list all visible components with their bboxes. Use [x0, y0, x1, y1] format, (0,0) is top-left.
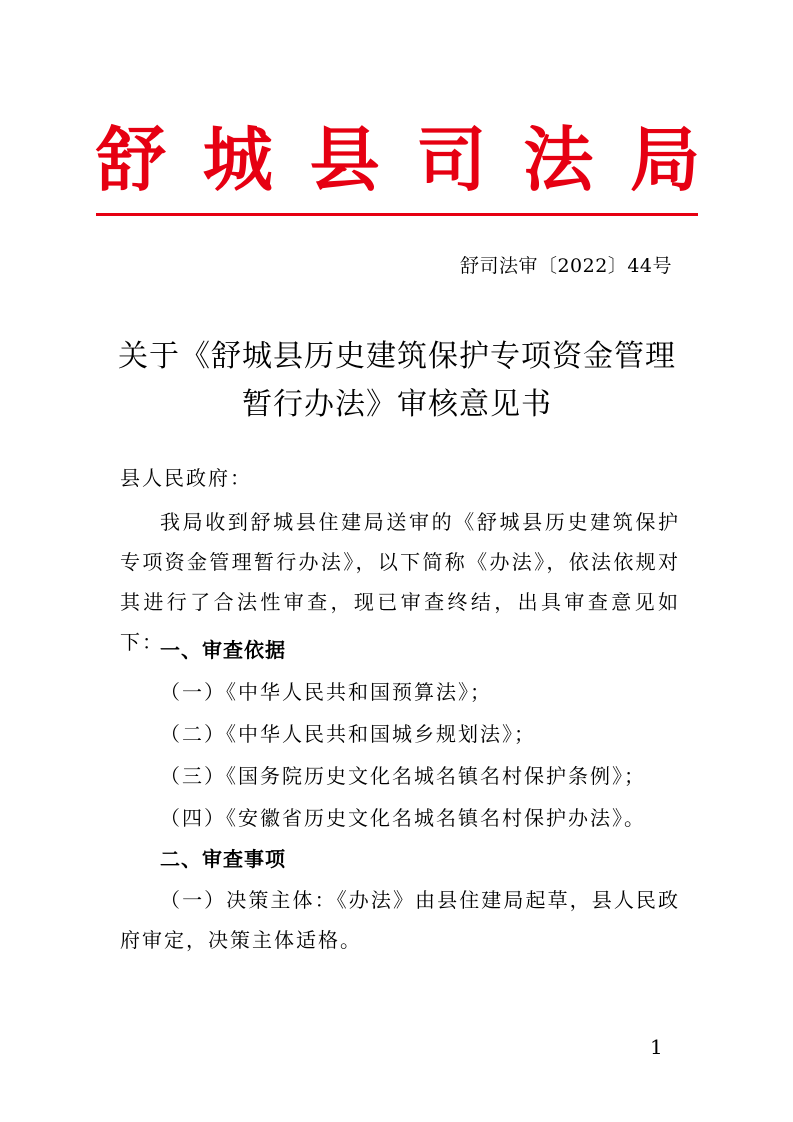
basis-item: （三）《国务院历史文化名城名镇名村保护条例》；	[160, 764, 646, 788]
decision-subject-paragraph: （一）决策主体：《办法》由县住建局起草，县人民政府审定，决策主体适格。	[120, 888, 680, 952]
title-line-2: 暂行办法》审核意见书	[242, 387, 552, 422]
intro-paragraph: 我局收到舒城县住建局送审的《舒城县历史建筑保护专项资金管理暂行办法》，以下简称《办法》，依法依规对其进行了合法性审查，现已审查终结，出具审查意见如下：	[120, 510, 680, 654]
section-heading-basis: 一、审查依据	[160, 638, 286, 662]
title-line-1: 关于《舒城县历史建筑保护专项资金管理	[118, 339, 676, 374]
basis-item: （二）《中华人民共和国城乡规划法》；	[160, 722, 536, 746]
salutation: 县人民政府：	[120, 466, 252, 490]
header-char: 法	[523, 119, 594, 201]
section-heading-matters: 二、审查事项	[160, 847, 286, 871]
issuer-header	[96, 115, 700, 205]
header-char: 局	[629, 119, 700, 201]
header-char: 司	[416, 119, 487, 201]
page-number: 1	[650, 1035, 663, 1059]
document-number: 舒司法审〔2022〕44号	[459, 255, 672, 277]
document-title	[100, 333, 694, 429]
header-char: 城	[202, 119, 273, 201]
basis-item: （四）《安徽省历史文化名城名镇名村保护办法》。	[160, 806, 646, 830]
basis-item: （一）《中华人民共和国预算法》；	[160, 680, 492, 704]
header-char: 县	[309, 119, 380, 201]
header-char: 舒	[96, 119, 166, 201]
red-divider-line	[96, 213, 698, 216]
